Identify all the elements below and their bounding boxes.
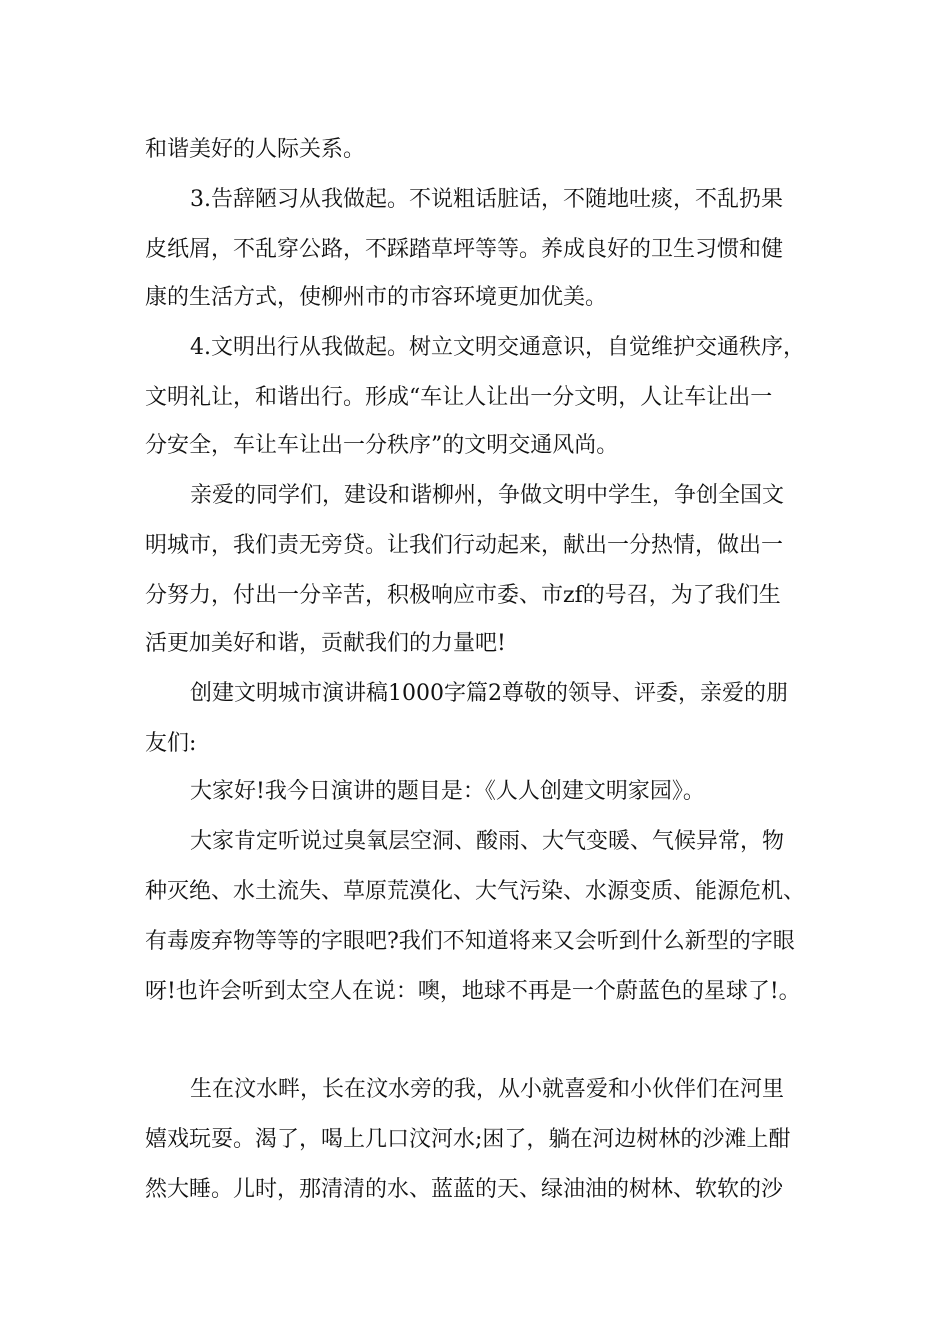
environment-paragraph-line-3: 有毒废弃物等等的字眼吧?我们不知道将来又会听到什么新型的字眼 — [145, 929, 795, 954]
paragraph-closing-line-1: 亲爱的同学们，建设和谐柳州，争做文明中学生，争创全国文 — [190, 483, 785, 508]
river-paragraph-line-2: 嬉戏玩耍。渴了，喝上几口汶河水;困了，躺在河边树林的沙滩上酣 — [145, 1127, 791, 1152]
paragraph-3-line-1: 3.告辞陋习从我做起。不说粗话脏话，不随地吐痰，不乱扔果 — [190, 187, 783, 212]
speech-2-heading-line-1: 创建文明城市演讲稿1000字篇2尊敬的领导、评委，亲爱的朋 — [190, 681, 788, 706]
text-line: 和谐美好的人际关系。 — [145, 137, 366, 162]
greeting-line: 大家好!我今日演讲的题目是：《人人创建文明家园》。 — [190, 779, 705, 804]
paragraph-4-line-3: 分安全，车让车让出一分秩序”的文明交通风尚。 — [145, 433, 619, 458]
paragraph-closing-line-2: 明城市，我们责无旁贷。让我们行动起来，献出一分热情，做出一 — [145, 533, 784, 558]
paragraph-closing-line-4: 活更加美好和谐，贡献我们的力量吧! — [145, 631, 506, 656]
paragraph-3-line-3: 康的生活方式，使柳州市的市容环境更加优美。 — [145, 285, 608, 310]
speech-2-heading-line-2: 友们: — [145, 731, 197, 756]
environment-paragraph-line-1: 大家肯定听说过臭氧层空洞、酸雨、大气变暖、气候异常，物 — [190, 829, 785, 854]
environment-paragraph-line-4: 呀!也许会听到太空人在说：噢，地球不再是一个蔚蓝色的星球了!。 — [145, 979, 801, 1004]
river-paragraph-line-1: 生在汶水畔，长在汶水旁的我，从小就喜爱和小伙伴们在河里 — [190, 1077, 785, 1102]
paragraph-closing-line-3: 分努力，付出一分辛苦，积极响应市委、市zf的号召，为了我们生 — [145, 583, 781, 608]
paragraph-3-line-2: 皮纸屑，不乱穿公路，不踩踏草坪等等。养成良好的卫生习惯和健 — [145, 237, 784, 262]
river-paragraph-line-3: 然大睡。儿时，那清清的水、蓝蓝的天、绿油油的树林、软软的沙 — [145, 1177, 784, 1202]
paragraph-4-line-2: 文明礼让，和谐出行。形成“车让人让出一分文明，人让车让出一 — [145, 385, 773, 410]
paragraph-4-line-1: 4.文明出行从我做起。树立文明交通意识，自觉维护交通秩序， — [190, 335, 805, 360]
environment-paragraph-line-2: 种灭绝、水土流失、草原荒漠化、大气污染、水源变质、能源危机、 — [145, 879, 806, 904]
